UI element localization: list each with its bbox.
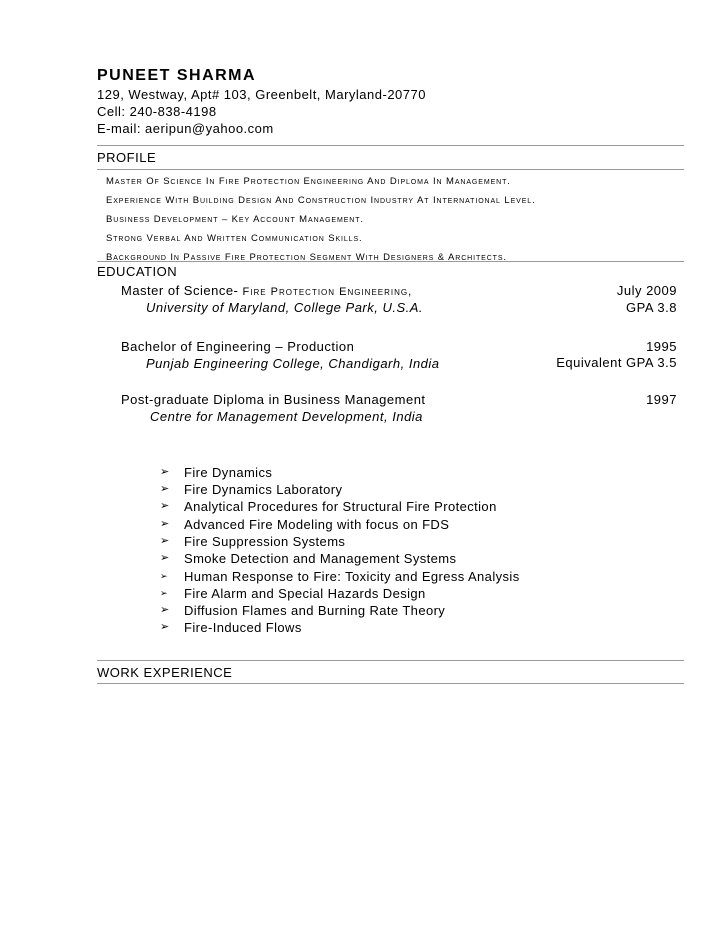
course-item — [160, 464, 273, 481]
gpa-value: Equivalent GPA 3.5 — [556, 355, 677, 370]
course-label: Fire Dynamics Laboratory — [184, 482, 343, 497]
course-label: Fire Alarm and Special Hazards Design — [184, 586, 426, 601]
gpa-value: GPA 3.8 — [626, 300, 677, 315]
course-item — [160, 550, 457, 567]
course-label: Fire Dynamics — [184, 465, 273, 480]
course-item — [160, 498, 497, 515]
course-list — [97, 263, 684, 653]
email-line: E-mail: aeripun@yahoo.com — [97, 121, 274, 136]
course-label: Smoke Detection and Management Systems — [184, 551, 457, 566]
profile-heading: PROFILE — [97, 150, 157, 165]
degree-title: Post-graduate Diploma in Business Management — [121, 392, 426, 407]
degree-title: Bachelor of Engineering – Production — [121, 339, 355, 354]
course-item — [160, 619, 302, 636]
profile-section — [97, 149, 684, 267]
divider — [97, 169, 684, 170]
graduation-date: 1997 — [646, 392, 677, 407]
profile-item: Business Development – Key Account Management. — [106, 214, 364, 225]
course-label: Human Response to Fire: Toxicity and Egress Analysis — [184, 569, 520, 584]
right-arrow-bullet-icon: ➢ — [160, 535, 170, 547]
course-item — [160, 568, 520, 585]
right-arrow-bullet-icon: ➢ — [160, 621, 170, 633]
course-label: Fire Suppression Systems — [184, 534, 346, 549]
resume-header — [97, 66, 684, 137]
divider — [97, 660, 684, 661]
course-item — [160, 516, 450, 533]
profile-item: Background In Passive Fire Protection Segment With Designers & Architects. — [106, 252, 507, 263]
right-arrow-bullet-icon: ➢ — [160, 500, 170, 512]
divider — [97, 145, 684, 146]
work-experience-heading: WORK EXPERIENCE — [97, 665, 233, 680]
course-item — [160, 533, 346, 550]
profile-list — [97, 172, 684, 267]
school-name: Punjab Engineering College, Chandigarh, India — [146, 356, 440, 371]
degree-name: Master of Science- — [121, 283, 243, 298]
school-name: University of Maryland, College Park, U.S.A. — [146, 300, 424, 315]
course-label: Analytical Procedures for Structural Fire Protection — [184, 499, 497, 514]
graduation-date: 1995 — [646, 339, 677, 354]
divider — [97, 683, 684, 684]
right-arrow-bullet-icon: ➢ — [160, 483, 170, 495]
profile-item: Experience With Building Design And Construction Industry At International Level. — [106, 195, 536, 206]
candidate-name: PUNEET SHARMA — [97, 67, 257, 84]
right-arrow-bullet-icon: ➢ — [160, 466, 170, 478]
degree-field: Fire Protection Engineering, — [242, 286, 413, 298]
course-item — [160, 481, 343, 498]
divider — [97, 261, 684, 262]
right-arrow-bullet-icon: ➢ — [160, 604, 170, 616]
right-arrow-bullet-icon: ➢ — [160, 552, 170, 564]
course-label: Advanced Fire Modeling with focus on FDS — [184, 517, 450, 532]
education-section — [97, 263, 684, 653]
right-arrow-bullet-icon: ➢ — [160, 571, 168, 581]
profile-item: Strong Verbal And Written Communication Skills. — [106, 233, 363, 244]
right-arrow-bullet-icon: ➢ — [160, 588, 168, 598]
course-item — [160, 585, 426, 602]
school-name: Centre for Management Development, India — [150, 409, 423, 424]
profile-item: Master Of Science In Fire Protection Engineering And Diploma In Management. — [106, 176, 511, 187]
education-heading: EDUCATION — [97, 264, 178, 279]
address-line: 129, Westway, Apt# 103, Greenbelt, Maryland-20770 — [97, 87, 426, 102]
course-label: Diffusion Flames and Burning Rate Theory — [184, 603, 446, 618]
course-item — [160, 602, 446, 619]
graduation-date: July 2009 — [616, 283, 677, 298]
right-arrow-bullet-icon: ➢ — [160, 518, 170, 530]
cell-line: Cell: 240-838-4198 — [97, 104, 217, 119]
course-label: Fire-Induced Flows — [184, 620, 302, 635]
